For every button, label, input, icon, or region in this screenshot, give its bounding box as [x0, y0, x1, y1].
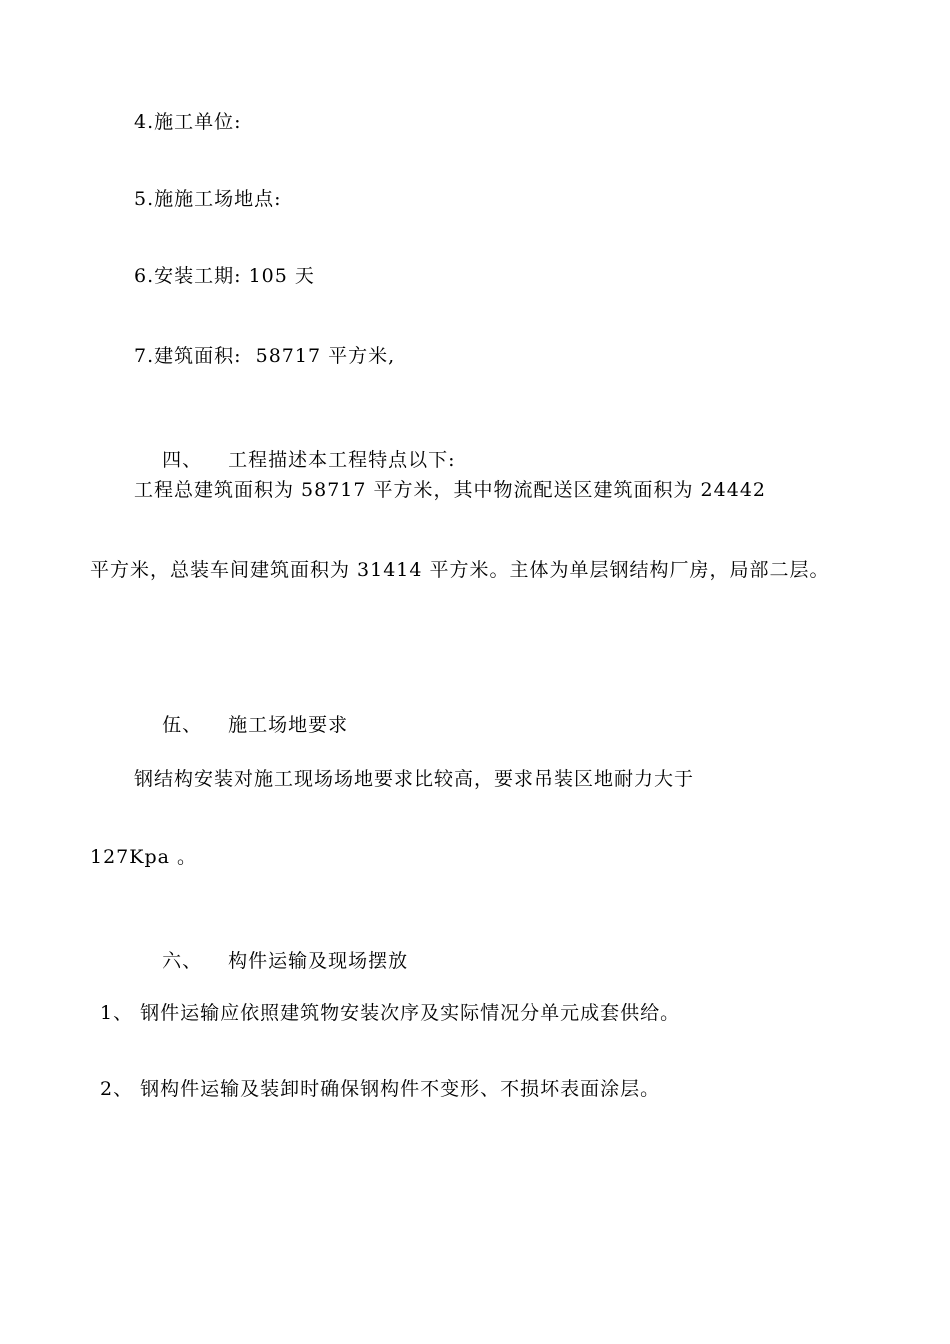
item-construction-site: 5.施施工场地点: — [134, 188, 282, 210]
section-5-paragraph-line-1: 钢结构安装对施工现场场地要求比较高，要求吊装区地耐力大于 — [134, 768, 695, 790]
item-install-period: 6.安装工期: 105 天 — [134, 265, 315, 287]
section-4-paragraph-line-1: 工程总建筑面积为 58717 平方米，其中物流配送区建筑面积为 24442 — [134, 479, 767, 501]
section-5-number: 伍、 — [162, 714, 203, 736]
section-6-number: 六、 — [162, 950, 203, 972]
item-building-area: 7.建筑面积: 58717 平方米, — [134, 345, 396, 367]
list-item: 2、 钢构件运输及装卸时确保钢构件不变形、不损坏表面涂层。 — [100, 1078, 661, 1100]
section-4-title: 工程描述本工程特点以下: — [228, 449, 456, 471]
section-6-heading — [134, 925, 408, 997]
section-4-number: 四、 — [162, 449, 203, 471]
list-item: 1、 钢件运输应依照建筑物安装次序及实际情况分单元成套供给。 — [100, 1002, 681, 1024]
section-4-paragraph-line-2: 平方米，总装车间建筑面积为 31414 平方米。主体为单层钢结构厂房，局部二层。 — [90, 559, 830, 581]
item-construction-unit: 4.施工单位: — [134, 111, 242, 133]
section-5-heading — [134, 689, 348, 761]
section-6-title: 构件运输及现场摆放 — [228, 950, 409, 972]
section-5-paragraph-line-2: 127Kpa 。 — [90, 846, 197, 868]
section-5-title: 施工场地要求 — [228, 714, 349, 736]
